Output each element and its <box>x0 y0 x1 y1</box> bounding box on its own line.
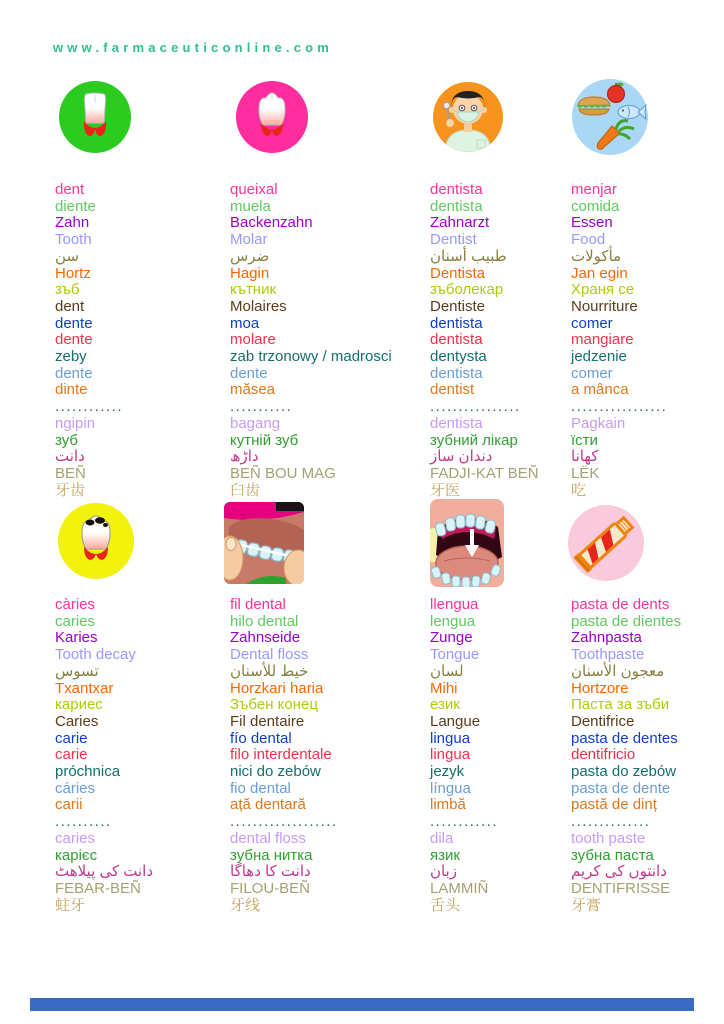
toothpaste-icon <box>568 505 644 586</box>
word-french: Caries <box>55 712 99 730</box>
word-spanish: diente <box>55 197 96 215</box>
dental-floss-icon <box>224 502 304 589</box>
word-galician: fío dental <box>230 729 292 747</box>
molar-icon <box>236 81 308 158</box>
word-romanian: limbă <box>430 796 466 814</box>
word-galician: pasta de dentes <box>571 729 678 747</box>
word-list-food <box>571 182 667 499</box>
word-english: Molar <box>230 231 268 249</box>
word-english: Tongue <box>430 646 480 664</box>
word-spanish: lengua <box>430 612 476 630</box>
word-basque: Jan egin <box>571 264 628 282</box>
separator-dots: ................. <box>571 398 668 416</box>
separator-dots: ............ <box>55 398 124 416</box>
word-ukrainian: зуб <box>55 431 78 449</box>
word-arabic: لسان <box>430 662 464 680</box>
footer-bar <box>30 998 694 1011</box>
word-arabic: مأكولات <box>571 247 622 265</box>
word-french: Nourriture <box>571 297 638 315</box>
word-bulgarian: Зъбен конец <box>230 696 318 714</box>
word-catalan: dent <box>55 181 85 198</box>
word-basque: Dentista <box>430 264 486 282</box>
word-romanian: ață dentară <box>230 796 306 814</box>
word-romanian: dinte <box>55 381 88 399</box>
tooth-icon <box>59 81 131 158</box>
word-bulgarian: кариес <box>55 696 103 714</box>
word-arabic: تسوس <box>55 662 99 680</box>
word-romanian: pastă de dinț <box>571 796 657 814</box>
word-bulgarian: Паста за зъби <box>571 696 670 714</box>
word-wolof: FADJI-KAT BEÑ <box>430 464 539 482</box>
word-wolof: DENTIFRISSE <box>571 879 671 897</box>
word-list-molar <box>230 182 392 499</box>
word-catalan: menjar <box>571 181 617 198</box>
word-italian: mangiare <box>571 331 634 349</box>
word-basque: Mihi <box>430 679 458 697</box>
word-catalan: queixal <box>230 181 278 198</box>
separator-dots: ................ <box>430 398 521 416</box>
word-spanish: muela <box>230 197 271 215</box>
word-italian: dente <box>55 331 93 349</box>
word-polish: nici do zebów <box>230 763 321 781</box>
word-tagalog: bagang <box>230 414 281 432</box>
word-polish: zeby <box>55 348 87 366</box>
word-chinese: 牙医 <box>430 481 461 499</box>
word-portuguese: pasta de dente <box>571 779 671 797</box>
word-italian: dentista <box>430 331 483 349</box>
word-german: Backenzahn <box>230 214 313 232</box>
word-galician: dentista <box>430 314 483 332</box>
word-wolof: BEÑ <box>55 464 86 482</box>
word-spanish: comida <box>571 197 620 215</box>
word-german: Zahn <box>55 214 90 232</box>
word-catalan: llengua <box>430 596 479 613</box>
word-urdu: دانت <box>55 448 85 466</box>
word-chinese: 牙膏 <box>571 896 602 914</box>
word-romanian: a mânca <box>571 381 629 399</box>
word-urdu: داڑھ <box>230 448 259 466</box>
word-english: Tooth <box>55 231 92 249</box>
word-romanian: măsea <box>230 381 276 399</box>
word-english: Toothpaste <box>571 646 645 664</box>
word-urdu: دندان ساز <box>430 448 493 466</box>
word-list-toothpaste <box>571 597 681 914</box>
word-galician: dente <box>55 314 93 332</box>
word-portuguese: dentista <box>430 364 483 382</box>
word-tagalog: ngipin <box>55 414 96 432</box>
word-english: Dentist <box>430 231 477 249</box>
word-catalan: càries <box>55 596 96 613</box>
word-galician: moa <box>230 314 260 332</box>
word-ukrainian: зубний лікар <box>430 431 518 449</box>
word-wolof: FEBAR-BEÑ <box>55 879 141 897</box>
word-galician: lingua <box>430 729 471 747</box>
word-portuguese: língua <box>430 779 471 797</box>
word-basque: Txantxar <box>55 679 114 697</box>
word-english: Food <box>571 231 606 249</box>
word-list-tooth-decay <box>55 597 153 914</box>
word-italian: dentifricio <box>571 746 636 764</box>
word-ukrainian: зубна нитка <box>230 846 313 864</box>
word-list-dental-floss <box>230 597 338 914</box>
word-basque: Hortz <box>55 264 91 282</box>
word-bulgarian: зъб <box>55 281 80 299</box>
word-polish: dentysta <box>430 348 487 366</box>
word-polish: jezyk <box>430 763 465 781</box>
word-portuguese: dente <box>230 364 268 382</box>
word-polish: pasta do zebów <box>571 763 677 781</box>
word-basque: Hagin <box>230 264 270 282</box>
word-bulgarian: Храня се <box>571 281 635 299</box>
word-french: Dentiste <box>430 297 486 315</box>
word-arabic: خيط للأسنان <box>230 662 309 680</box>
word-chinese: 牙齿 <box>55 481 86 499</box>
word-catalan: dentista <box>430 181 483 198</box>
word-german: Essen <box>571 214 613 232</box>
word-galician: carie <box>55 729 88 747</box>
word-bulgarian: кътник <box>230 281 277 299</box>
word-french: Langue <box>430 712 481 730</box>
word-list-dentist <box>430 182 539 499</box>
word-tagalog: Pagkain <box>571 414 626 432</box>
word-german: Karies <box>55 629 98 647</box>
word-arabic: ضرس <box>230 247 270 265</box>
word-chinese: 牙线 <box>230 896 261 914</box>
word-french: dent <box>55 297 85 315</box>
word-tagalog: caries <box>55 829 96 847</box>
decayed-tooth-icon <box>58 503 134 584</box>
word-wolof: FILOU-BEÑ <box>230 879 311 897</box>
word-chinese: 舌头 <box>430 896 461 914</box>
word-ukrainian: кутній зуб <box>230 431 299 449</box>
separator-dots: .......... <box>55 813 112 831</box>
separator-dots: ............ <box>430 813 499 831</box>
word-italian: lingua <box>430 746 471 764</box>
word-spanish: pasta de dientes <box>571 612 682 630</box>
word-ukrainian: зубна паста <box>571 846 654 864</box>
word-portuguese: cáries <box>55 779 96 797</box>
word-french: Molaires <box>230 297 287 315</box>
word-list-tongue <box>430 597 498 914</box>
word-portuguese: dente <box>55 364 93 382</box>
word-spanish: caries <box>55 612 96 630</box>
word-german: Zunge <box>430 629 473 647</box>
word-bulgarian: език <box>430 696 460 714</box>
word-german: Zahnseide <box>230 629 301 647</box>
word-tagalog: dental floss <box>230 829 306 847</box>
word-english: Dental floss <box>230 646 309 664</box>
word-catalan: pasta de dents <box>571 596 670 613</box>
separator-dots: ........... <box>230 398 293 416</box>
word-galician: comer <box>571 314 613 332</box>
word-ukrainian: їсти <box>571 431 598 449</box>
word-spanish: hilo dental <box>230 612 299 630</box>
word-basque: Hortzore <box>571 679 629 697</box>
website-url: www.farmaceuticonline.com <box>53 40 334 55</box>
word-polish: zab trzonowy / madrosci <box>230 348 392 366</box>
word-italian: carie <box>55 746 88 764</box>
separator-dots: .............. <box>571 813 651 831</box>
word-urdu: دانت کی پیلاھٹ <box>55 863 154 881</box>
word-portuguese: fio dental <box>230 779 291 797</box>
word-chinese: 吃 <box>571 481 587 499</box>
word-bulgarian: зъболекар <box>430 281 504 299</box>
word-catalan: fil dental <box>230 596 286 613</box>
word-chinese: 臼齿 <box>230 481 261 499</box>
word-list-tooth <box>55 182 123 499</box>
word-romanian: carii <box>55 796 83 814</box>
word-urdu: کھانا <box>571 448 599 466</box>
separator-dots: ................... <box>230 813 338 831</box>
word-italian: filo interdentale <box>230 746 332 764</box>
word-chinese: 蛀牙 <box>55 896 86 914</box>
word-portuguese: comer <box>571 364 613 382</box>
dentist-icon <box>433 82 503 157</box>
word-urdu: زبان <box>430 863 458 881</box>
word-urdu: دانتوں کی کریم <box>571 863 667 881</box>
word-tagalog: dentista <box>430 414 483 432</box>
word-tagalog: tooth paste <box>571 829 646 847</box>
word-urdu: دانت کا دھاگا <box>230 863 311 881</box>
word-arabic: طبيب أسنان <box>430 247 507 265</box>
word-german: Zahnarzt <box>430 214 490 232</box>
word-polish: jedzenie <box>571 348 627 366</box>
word-french: Fil dentaire <box>230 712 305 730</box>
word-spanish: dentista <box>430 197 483 215</box>
word-wolof: BEÑ BOU MAG <box>230 464 336 482</box>
word-basque: Horzkari haria <box>230 679 324 697</box>
tongue-icon <box>430 499 504 592</box>
word-arabic: سن <box>55 247 79 265</box>
word-french: Dentifrice <box>571 712 635 730</box>
word-ukrainian: язик <box>430 846 460 864</box>
word-romanian: dentist <box>430 381 475 399</box>
word-german: Zahnpasta <box>571 629 642 647</box>
word-english: Tooth decay <box>55 646 136 664</box>
food-icon <box>572 79 648 160</box>
word-ukrainian: карієс <box>55 846 98 864</box>
word-italian: molare <box>230 331 276 349</box>
word-polish: próchnica <box>55 763 121 781</box>
word-wolof: LËK <box>571 464 600 482</box>
word-arabic: معجون الأسنان <box>571 662 665 680</box>
word-tagalog: dila <box>430 829 454 847</box>
word-wolof: LAMMIÑ <box>430 879 489 897</box>
